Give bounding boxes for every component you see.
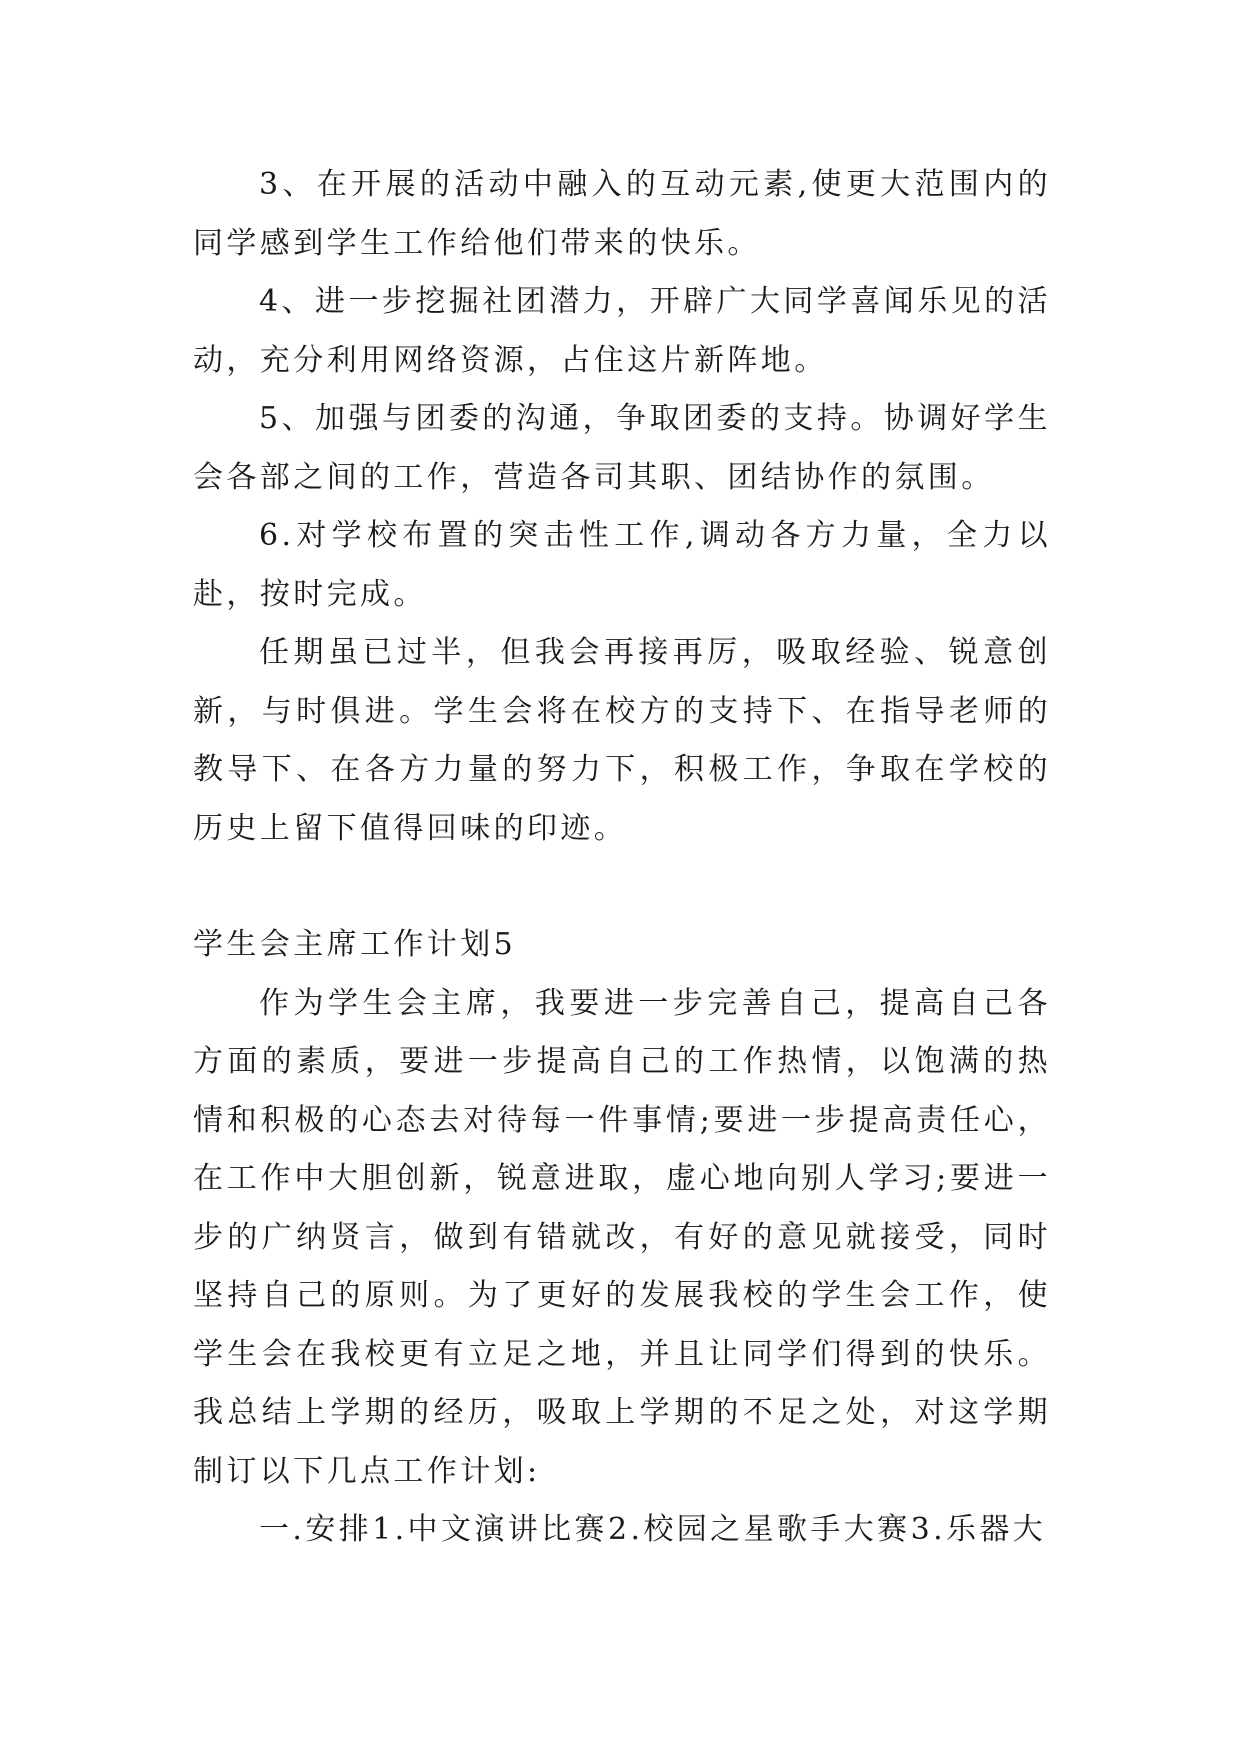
- paragraph-plan-list: 一.安排1.中文演讲比赛2.校园之星歌手大赛3.乐器大: [259, 1512, 1047, 1547]
- paragraph-item-5: 5、加强与团委的沟通，争取团委的支持。协调好学生会各部之间的工作，营造各司其职、团结协作的氛围。: [193, 401, 1051, 495]
- paragraph-summary: 任期虽已过半，但我会再接再厉，吸取经验、锐意创新，与时俱进。学生会将在校方的支持下、在指导老师的教导下、在各方力量的努力下，积极工作，争取在学校的历史上留下值得回味的印迹。: [193, 635, 1051, 846]
- document-body: [193, 156, 1051, 1560]
- paragraph-item-3: 3、在开展的活动中融入的互动元素,使更大范围内的同学感到学生工作给他们带来的快乐。: [193, 167, 1051, 261]
- section-heading: 学生会主席工作计划5: [193, 927, 517, 962]
- paragraph-item-4: 4、进一步挖掘社团潜力，开辟广大同学喜闻乐见的活动，充分利用网络资源，占住这片新阵地。: [193, 284, 1051, 378]
- paragraph-item-6: 6.对学校布置的突击性工作,调动各方力量，全力以赴，按时完成。: [193, 518, 1051, 612]
- paragraph-intro: 作为学生会主席，我要进一步完善自己，提高自己各方面的素质，要进一步提高自己的工作热情，以饱满的热情和积极的心态去对待每一件事情;要进一步提高责任心，在工作中大胆创新，锐意进取，虚心地向别人学习;要进一步的广纳贤言，做到有错就改，有好的意见就接受，同时坚持自己的原则。为了更好的发展我校的学生会工作，使学生会在我校更有立足之地，并且让同学们得到的快乐。我总结上学期的经历，吸取上学期的不足之处，对这学期制订以下几点工作计划:: [193, 985, 1051, 1489]
